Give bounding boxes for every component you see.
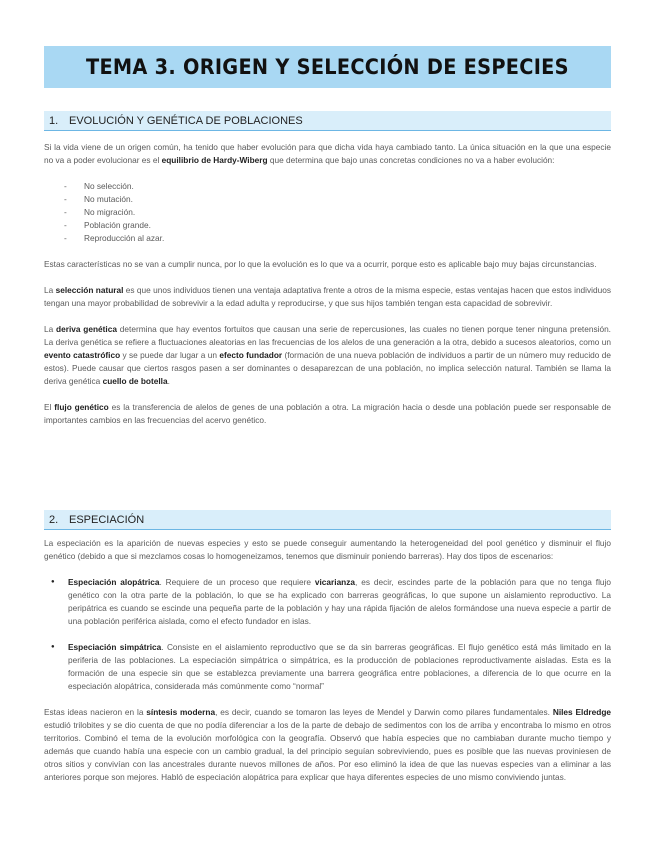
paragraph-natural-selection: La selección natural es que unos individuos tienen una ventaja adaptativa frente a otros de la misma especie, estas ventajas hacen que estos individuos tengan una mayor probabilidad de sobrevivir a la edad adulta y reproducirse, y que sus hijos también tengan esta capacidad de sobrevivir.	[44, 285, 611, 308]
section-heading-2	[44, 510, 611, 530]
hardy-weinberg-conditions-list	[44, 180, 611, 245]
list-item-allopatric: ● Especiación alopátrica. Requiere de un proceso que requiere vicarianza, es decir, escindes parte de la población para que no tenga flujo genético con la otra parte de la población, lo que se ha explicado con barreras geográficas, lo que supone un aislamiento reproductivo. La peripátrica es cuando se escinde una pequeña parte de la población y hay una rápida fijación de alelos formándose una nueva especie a partir de una población periférica aislada, como el efecto fundador en islas.	[44, 576, 611, 628]
section-number: 1.	[49, 114, 59, 127]
paragraph-hardy-weinberg: Si la vida viene de un origen común, ha tenido que haber evolución para que dicha vida haya cambiado tanto. La única situación en la que una especie no va a poder evolucionar es el equilibrio de Hardy-Wiberg que determina que bajo unas concretas condiciones no va a haber evolución:	[44, 142, 611, 165]
page-title: TEMA 3. ORIGEN Y SELECCIÓN DE ESPECIES	[86, 55, 569, 79]
list-item: - No mutación.	[44, 193, 611, 206]
list-item: - No migración.	[44, 206, 611, 219]
section-1-body	[44, 141, 611, 427]
section-heading-1	[44, 111, 611, 131]
paragraph-conditions-note: Estas características no se van a cumplir nunca, por lo que la evolución es lo que va a ocurrir, porque esto es aplicable bajo muy bajas circunstancias.	[44, 259, 597, 269]
list-item-sympatric: ● Especiación simpátrica. Consiste en el aislamiento reproductivo que se da sin barreras geográficas. El flujo genético está más limitado en la periferia de las poblaciones. La especiación simpátrica o simpátrica, es la producción de poblaciones reproductivamente aisladas. Esta es la formación de una especie sin que se establezca previamente una barrera geográfica entre poblaciones, a diferencia de lo que ocurre en la especiación alopátrica, considerada más comúnmente como “normal”	[44, 641, 611, 693]
list-item: - No selección.	[44, 180, 611, 193]
section-title: EVOLUCIÓN Y GENÉTICA DE POBLACIONES	[69, 114, 303, 127]
title-banner	[44, 46, 611, 88]
speciation-types-list	[44, 576, 611, 693]
section-number: 2.	[49, 513, 59, 526]
paragraph-modern-synthesis: Estas ideas nacieron en la síntesis moderna, es decir, cuando se tomaron las leyes de Mendel y Darwin como pilares fundamentales. Niles Eldredge estudió trilobites y se dio cuenta de que no podía diferenciar a los de la parte de debajo de sedimentos con los de arriba y encontraba lo mismo en otros territorios. Combinó el tema de la evolución morfológica con la geografía. Observó que había especies que no cambiaban durante mucho tiempo y además que cuando había una especie con un cambio gradual, la del principio seguían sobreviviendo, pues es posible que las nuevas proviniesen de otros sitios y convivían con las ancestrales durante nuevos millones de años. Por eso eliminó la idea de que las nuevas especies van a eliminar a las anteriores porque son mejores. Habló de especiación alopátrica para explicar que haya diferentes especies de uno mismo conviviendo juntas.	[44, 707, 611, 782]
paragraph-gene-flow: El flujo genético es la transferencia de alelos de genes de una población a otra. La migración hacia o desde una población puede ser responsable de importantes cambios en las frecuencias del acervo genético.	[44, 402, 611, 425]
section-title: ESPECIACIÓN	[69, 513, 145, 526]
section-2-body	[44, 537, 611, 784]
paragraph-speciation-intro: La especiación es la aparición de nuevas especies y esto se puede conseguir aumentando la heterogeneidad del pool genético y disminuir el flujo genético (debido a que si mezclamos cosas lo homogeneizamos, tenemos que disminuir poniendo barreras). Hay dos tipos de escenarios:	[44, 538, 611, 561]
list-item: - Reproducción al azar.	[44, 232, 611, 245]
list-item: - Población grande.	[44, 219, 611, 232]
paragraph-genetic-drift: La deriva genética determina que hay eventos fortuitos que causan una serie de repercusiones, las cuales no tienen porque tener ninguna pretensión. La deriva genética se refiere a fluctuaciones aleatorias en las frecuencias de los alelos de una generación a la otra, debido a sucesos aleatorios, como un evento catastrófico y se puede dar lugar a un efecto fundador (formación de una nueva población de individuos a partir de un número muy reducido de estos). Puede causar que ciertos rasgos pasen a ser dominantes o desaparezcan de una población, no implica selección natural. También se llama la deriva genética cuello de botella.	[44, 324, 611, 386]
